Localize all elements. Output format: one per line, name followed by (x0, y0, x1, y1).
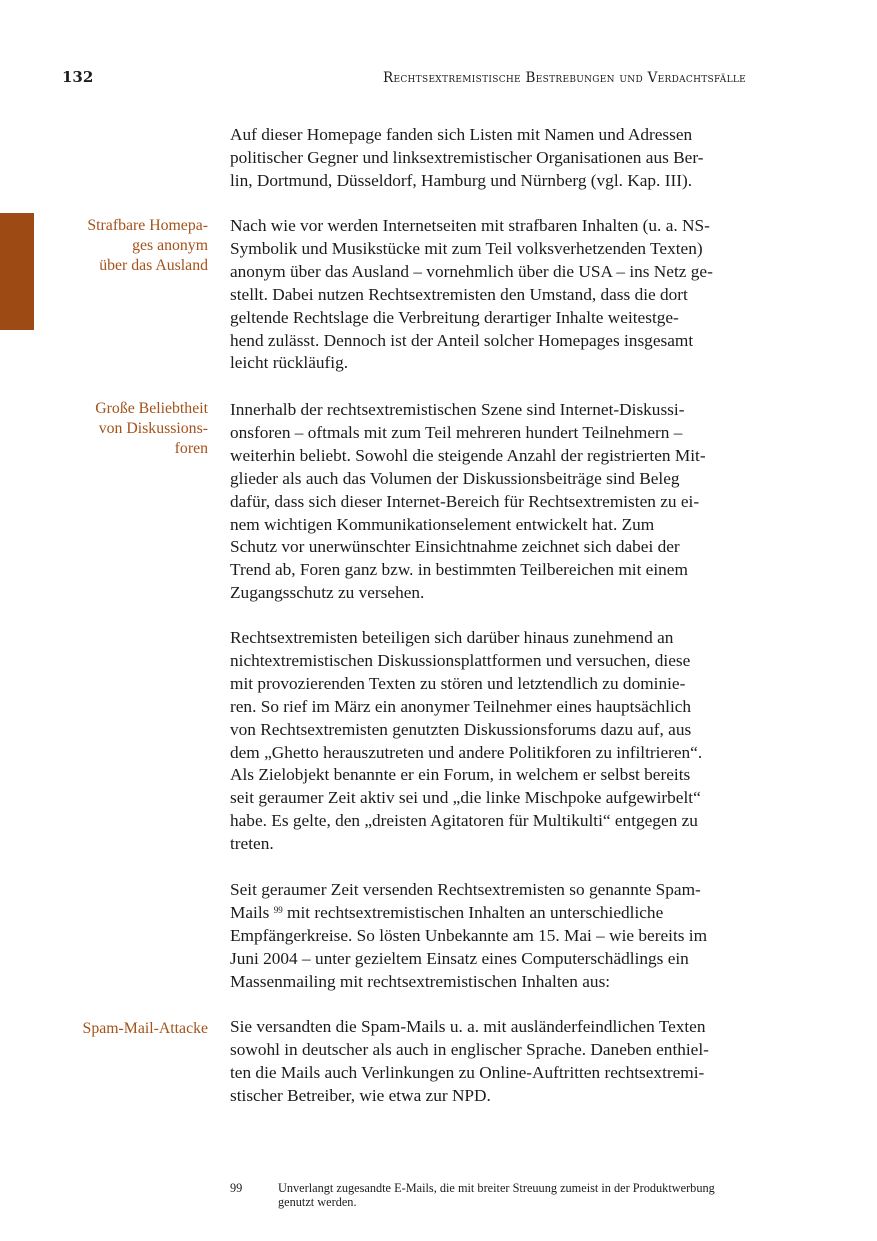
text-line: ten die Mails auch Verlinkungen zu Online-Auftritten rechtsextremi- (230, 1062, 705, 1082)
margin-note-strafbare-homepages (40, 216, 208, 276)
margin-note-line: ges anonym (132, 237, 208, 254)
text-line: hend zulässt. Dennoch ist der Anteil solcher Homepages insgesamt (230, 330, 694, 350)
footnote-reference[interactable]: 99 (273, 904, 283, 915)
text-line: Empfängerkreise. So lösten Unbekannte am 15. Mai – wie bereits im (230, 925, 708, 945)
text-line: Juni 2004 – unter gezieltem Einsatz eines Computerschädlings ein (230, 948, 689, 968)
margin-note-line: Strafbare Homepa- (87, 217, 208, 234)
margin-note-line: foren (174, 440, 208, 457)
text-line: leicht rückläufig. (230, 353, 349, 373)
page-number: 132 (62, 68, 94, 86)
text-line: anonym über das Ausland – vornehmlich über die USA – ins Netz ge- (230, 261, 713, 281)
footnote-line: genutzt werden. (278, 1194, 357, 1209)
text-segment: Mails (230, 902, 270, 922)
paragraph-diskussionsforen (230, 399, 786, 605)
text-line: Massenmailing mit rechtsextremistischen Inhalten aus: (230, 971, 611, 991)
chapter-side-tab (0, 213, 34, 330)
text-line: stischer Betreiber, wie etwa zur NPD. (230, 1085, 491, 1105)
text-line: Symbolik und Musikstücke mit zum Teil volksverhetzenden Texten) (230, 238, 703, 258)
text-line: seit geraumer Zeit aktiv sei und „die linke Mischpoke aufgewirbelt“ (230, 788, 701, 808)
text-line: treten. (230, 834, 274, 854)
text-line: mit provozierenden Texten zu stören und letztendlich zu dominie- (230, 673, 686, 693)
text-line: Innerhalb der rechtsextremistischen Szene sind Internet-Diskussi- (230, 400, 685, 419)
text-line: onsforen – oftmals mit zum Teil mehreren hundert Teilnehmern – (230, 422, 683, 442)
paragraph-strafbare-inhalte (230, 215, 786, 375)
text-line: dem „Ghetto herauszutreten und andere Politikforen zu infiltrieren“. (230, 742, 703, 762)
margin-note-line: über das Ausland (99, 257, 208, 274)
footnote-number: 99 (230, 1181, 243, 1195)
text-line: geltende Rechtslage die Verbreitung derartiger Inhalte weitestge- (230, 307, 679, 327)
paragraph-homepage-lists (230, 124, 786, 193)
text-line: stellt. Dabei nutzen Rechtsextremisten den Umstand, dass die dort (230, 284, 688, 304)
paragraph-diskussionsplattformen (230, 627, 786, 856)
text-segment: mit rechtsextremistischen Inhalten an unterschiedliche (282, 902, 664, 922)
margin-note-diskussionsforen (40, 399, 208, 459)
text-line: weiterhin beliebt. Sowohl die steigende Anzahl der registrierten Mit- (230, 445, 706, 465)
text-line: dafür, dass sich dieser Internet-Bereich für Rechtsextremisten zu ei- (230, 491, 700, 511)
text-line: Trend ab, Foren ganz bzw. in bestimmten Teilbereichen mit einem (230, 560, 688, 580)
margin-note-line: Große Beliebtheit (95, 400, 208, 417)
margin-note-spam-mail-attacke (40, 1019, 208, 1039)
footnote-line: Unverlangt zugesandte E-Mails, die mit breiter Streuung zumeist in der Produktwerbung (278, 1181, 715, 1195)
text-line: nem wichtigen Kommunikationselement entwickelt hat. Zum (230, 514, 655, 534)
text-line: ren. So rief im März ein anonymer Teilnehmer eines hauptsächlich (230, 696, 692, 716)
text-line: Rechtsextremisten beteiligen sich darüber hinaus zunehmend an (230, 628, 674, 647)
text-line: nichtextremistischen Diskussionsplattformen und versuchen, diese (230, 650, 691, 670)
text-line: sowohl in deutscher als auch in englischer Sprache. Daneben enthiel- (230, 1039, 709, 1059)
text-line: Schutz vor unerwünschter Einsichtnahme zeichnet sich dabei der (230, 537, 680, 557)
paragraph-spam-mail-attacke (230, 1016, 786, 1108)
paragraph-spam-mails (230, 879, 786, 994)
text-line: Zugangsschutz zu versehen. (230, 583, 425, 603)
text-line: glieder als auch das Volumen der Diskussionsbeiträge sind Beleg (230, 468, 680, 488)
margin-note-line: von Diskussions- (98, 420, 208, 437)
margin-note-line: Spam-Mail-Attacke (82, 1020, 208, 1037)
running-head: Rechtsextremistische Bestrebungen und Verdachtsfälle (383, 70, 746, 86)
text-line: Sie versandten die Spam-Mails u. a. mit ausländerfeindlichen Texten (230, 1017, 706, 1036)
text-line: habe. Es gelte, den „dreisten Agitatoren für Multikulti“ entgegen zu (230, 811, 698, 831)
text-line: Auf dieser Homepage fanden sich Listen mit Namen und Adressen (230, 125, 693, 144)
text-line: Seit geraumer Zeit versenden Rechtsextremisten so genannte Spam- (230, 880, 701, 899)
text-line: von Rechtsextremisten genutzten Diskussionsforums dazu auf, aus (230, 719, 692, 739)
text-line: lin, Dortmund, Düsseldorf, Hamburg und Nürnberg (vgl. Kap. III). (230, 170, 693, 190)
text-line: Als Zielobjekt benannte er ein Forum, in welchem er selbst bereits (230, 765, 691, 785)
text-line: Nach wie vor werden Internetseiten mit strafbaren Inhalten (u. a. NS- (230, 216, 710, 235)
footnote-text (278, 1182, 788, 1209)
text-line-with-footnote (230, 902, 786, 925)
text-line: politischer Gegner und linksextremistischer Organisationen aus Ber- (230, 147, 704, 167)
